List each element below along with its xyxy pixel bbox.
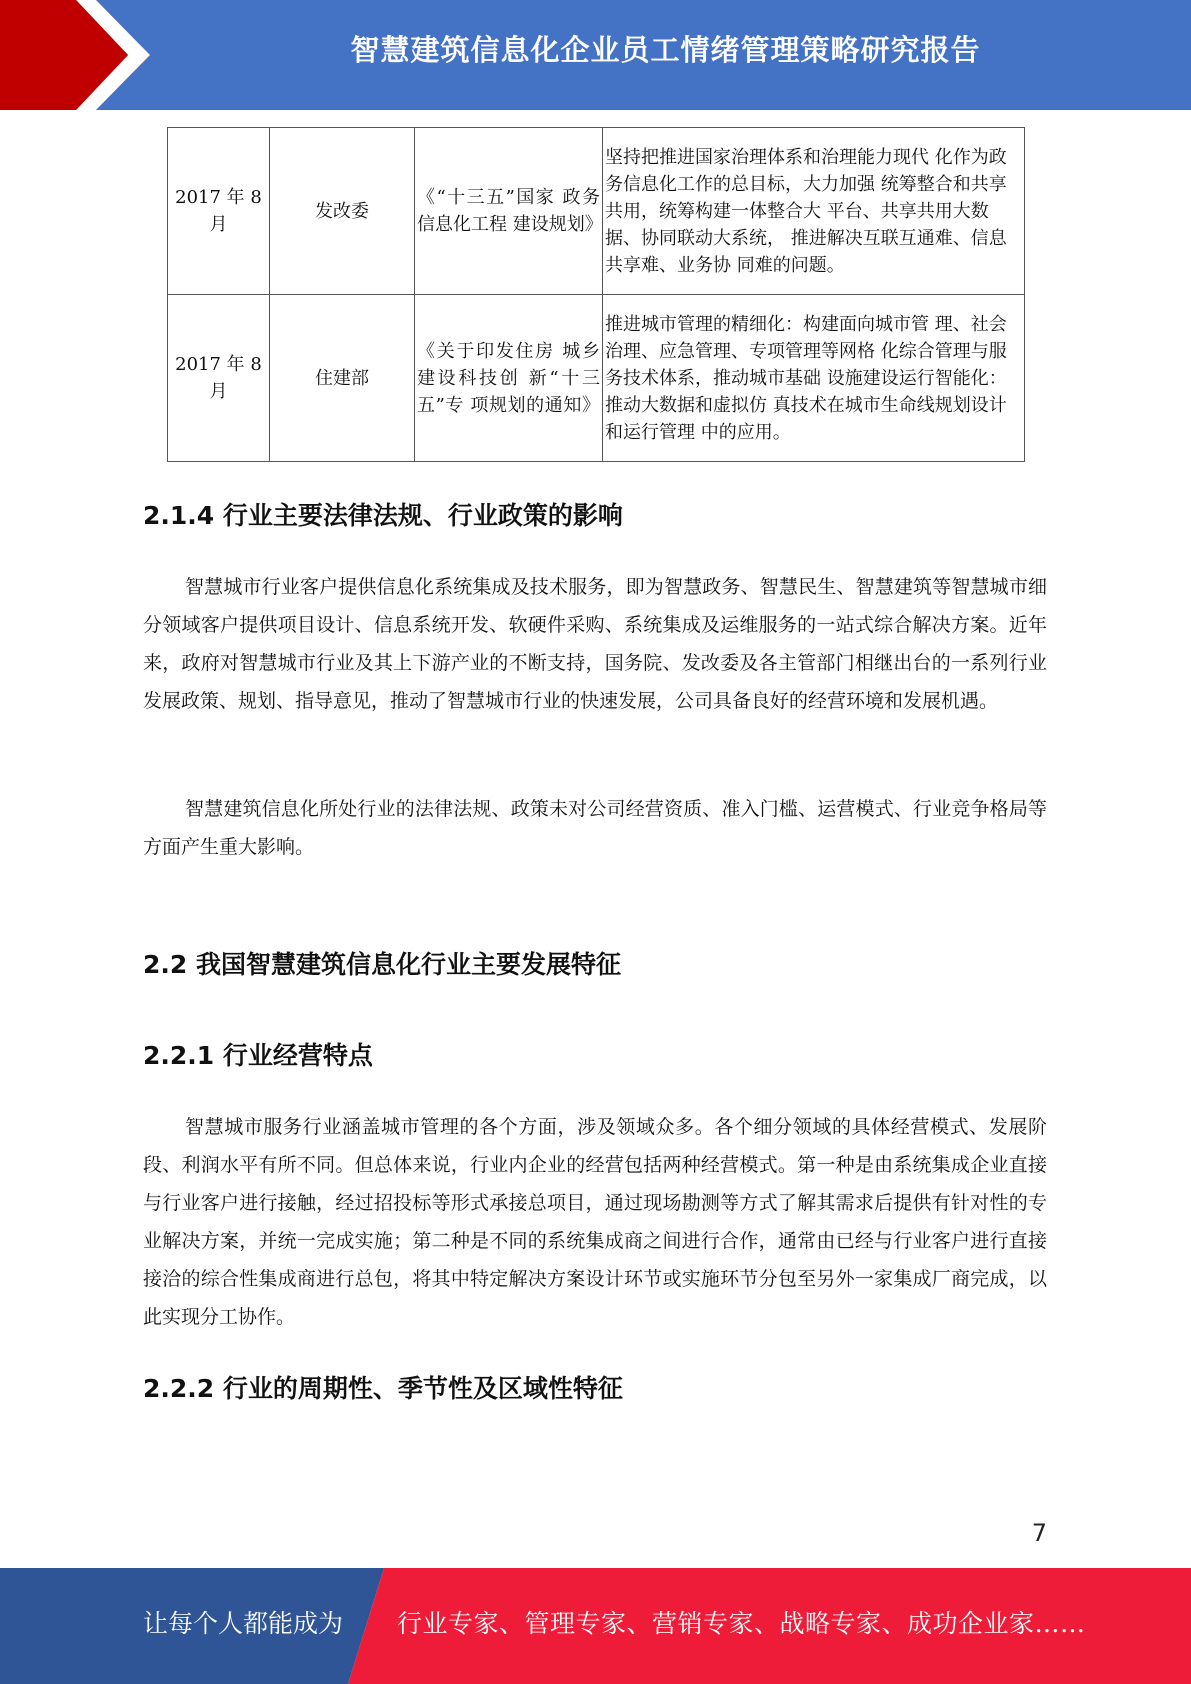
table-cell-date xyxy=(168,128,270,295)
table-row xyxy=(168,128,1025,295)
paragraph: 智慧城市服务行业涵盖城市管理的各个方面，涉及领域众多。各个细分领域的具体经营模式、发展阶段、利润水平有所不同。但总体来说，行业内企业的经营包括两种经营模式。第一种是由系统集成企业直接与行业客户进行接触，经过招投标等形式承接总项目，通过现场勘测等方式了解其需求后提供有针对性的专业解决方案，并统一完成实施；第二种是不同的系统集成商之间进行合作，通常由已经与行业客户进行直接接洽的综合性集成商进行总包，将其中特定解决方案设计环节或实施环节分包至另外一家集成厂商完成，以此实现分工协作。 xyxy=(143,1116,1047,1328)
page-header xyxy=(0,0,1191,110)
page-number: 7 xyxy=(1031,1519,1047,1547)
date-text: 2017 年 8月 xyxy=(175,354,262,402)
table-row xyxy=(168,295,1025,462)
policy-table xyxy=(167,127,1025,462)
header-title: 智慧建筑信息化企业员工情绪管理策略研究报告 xyxy=(350,33,981,67)
section-heading-2-2-1: 2.2.1 行业经营特点 xyxy=(143,1041,373,1070)
section-heading-2-2: 2.2 我国智慧建筑信息化行业主要发展特征 xyxy=(143,950,621,979)
table-cell-org: 住建部 xyxy=(270,295,415,462)
doc-text: 《“十三五”国家 政务信息化工程 建设规划》 xyxy=(417,187,603,235)
table-cell-doc xyxy=(415,295,603,462)
date-text: 2017 年 8月 xyxy=(175,187,262,235)
footer-slogan-left: 让每个人都能成为 xyxy=(143,1609,344,1638)
table-cell-date xyxy=(168,295,270,462)
page-footer xyxy=(0,1568,1191,1684)
table-cell-content: 坚持把推进国家治理体系和治理能力现代 化作为政务信息化工作的总目标，大力加强 统筹整合和共享共用，统筹构建一体整合大 平台、共享共用大数据、协同联动大系统， 推进解决互联互通难、信息共享难、业务协 同难的问题。 xyxy=(603,128,1025,295)
table-cell-org: 发改委 xyxy=(270,128,415,295)
paragraph: 智慧建筑信息化所处行业的法律法规、政策未对公司经营资质、准入门槛、运营模式、行业竞争格局等方面产生重大影响。 xyxy=(143,798,1047,858)
paragraph: 智慧城市行业客户提供信息化系统集成及技术服务，即为智慧政务、智慧民生、智慧建筑等智慧城市细分领域客户提供项目设计、信息系统开发、软硬件采购、系统集成及运维服务的一站式综合解决方案。近年来，政府对智慧城市行业及其上下游产业的不断支持，国务院、发改委及各主管部门相继出台的一系列行业发展政策、规划、指导意见，推动了智慧城市行业的快速发展，公司具备良好的经营环境和发展机遇。 xyxy=(143,576,1047,712)
table-cell-doc xyxy=(415,128,603,295)
table-cell-content: 推进城市管理的精细化：构建面向城市管 理、社会治理、应急管理、专项管理等网格 化综合管理与服务技术体系，推动城市基础 设施建设运行智能化：推动大数据和虚拟仿 真技术在城市生命线规划设计和运行管理 中的应用。 xyxy=(603,295,1025,462)
doc-text: 《关于印发住房 城乡建设科技创 新“十三五”专 项规划的通知》 xyxy=(417,340,600,416)
section-heading-2-1-4: 2.1.4 行业主要法律法规、行业政策的影响 xyxy=(143,501,623,530)
footer-slogan-right: 行业专家、管理专家、营销专家、战略专家、成功企业家…… xyxy=(397,1609,1086,1638)
section-heading-2-2-2: 2.2.2 行业的周期性、季节性及区域性特征 xyxy=(143,1374,623,1403)
